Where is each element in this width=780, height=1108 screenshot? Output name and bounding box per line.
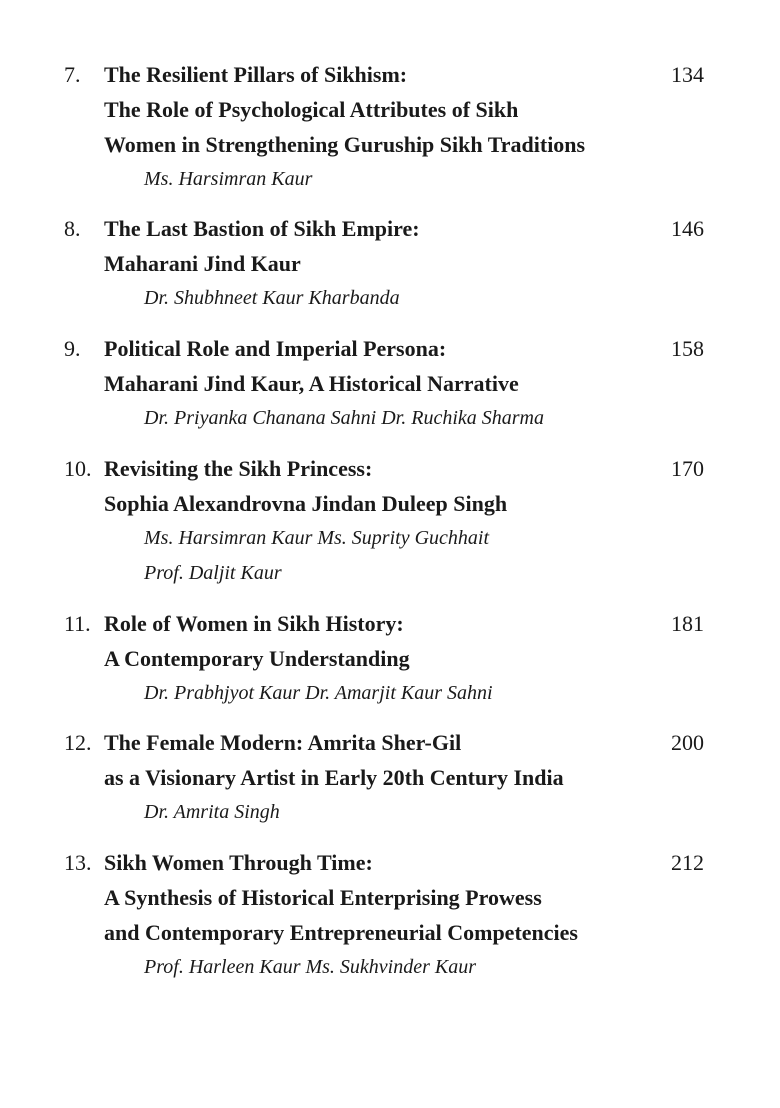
- entry-number: 10.: [64, 456, 92, 481]
- toc-entry: [64, 606, 704, 711]
- toc-entry: [64, 845, 704, 985]
- entry-number: 8.: [64, 216, 81, 241]
- entry-author: Dr. Priyanka Chanana Sahni Dr. Ruchika Sharma: [144, 407, 544, 429]
- toc-entry: [64, 725, 704, 830]
- entry-author: Prof. Harleen Kaur Ms. Sukhvinder Kaur: [144, 956, 477, 978]
- entry-title-line: A Contemporary Understanding: [104, 646, 410, 671]
- entry-title-line: Sikh Women Through Time:: [104, 850, 373, 875]
- entry-title-line: and Contemporary Entrepreneurial Competencies: [104, 920, 578, 945]
- toc-entry: [64, 57, 704, 197]
- entry-title-line: as a Visionary Artist in Early 20th Century India: [104, 765, 564, 790]
- entry-title-line: Women in Strengthening Guruship Sikh Traditions: [104, 132, 586, 157]
- entry-title-line: Maharani Jind Kaur, A Historical Narrative: [104, 371, 519, 396]
- entry-page-number: 170: [671, 456, 704, 481]
- entry-number: 7.: [64, 62, 81, 87]
- entry-title-line: The Role of Psychological Attributes of Sikh: [104, 97, 519, 122]
- entry-page-number: 134: [671, 62, 704, 87]
- entry-page-number: 181: [671, 611, 704, 636]
- entry-title-line: A Synthesis of Historical Enterprising Prowess: [104, 885, 542, 910]
- entry-author: Dr. Amrita Singh: [144, 801, 280, 823]
- entry-page-number: 200: [671, 730, 704, 755]
- entry-author: Dr. Prabhjyot Kaur Dr. Amarjit Kaur Sahni: [144, 682, 493, 704]
- entry-title-line: Political Role and Imperial Persona:: [104, 336, 447, 361]
- entry-title-line: The Resilient Pillars of Sikhism:: [104, 62, 408, 87]
- toc-entry: [64, 451, 704, 591]
- toc-entry-first-line: [64, 606, 704, 641]
- entry-number: 9.: [64, 336, 81, 361]
- entry-author: Ms. Harsimran Kaur: [144, 168, 313, 190]
- entry-number: 11.: [64, 611, 91, 636]
- entry-title-line: Sophia Alexandrovna Jindan Duleep Singh: [104, 491, 508, 516]
- toc-entry-first-line: [64, 451, 704, 486]
- entry-title-line: The Female Modern: Amrita Sher-Gil: [104, 730, 462, 755]
- entry-page-number: 158: [671, 336, 704, 361]
- entry-author: Ms. Harsimran Kaur Ms. Suprity Guchhait: [144, 527, 490, 549]
- toc-entry: [64, 211, 704, 316]
- entry-title-line: Maharani Jind Kaur: [104, 251, 301, 276]
- entry-title-line: Role of Women in Sikh History:: [104, 611, 404, 636]
- toc-entry: [64, 331, 704, 436]
- entry-author: Dr. Shubhneet Kaur Kharbanda: [144, 287, 400, 309]
- entry-title-line: Revisiting the Sikh Princess:: [104, 456, 373, 481]
- toc-entry-first-line: [64, 211, 704, 246]
- entry-author: Prof. Daljit Kaur: [144, 562, 282, 584]
- toc-entry-first-line: [64, 331, 704, 366]
- toc-entry-first-line: [64, 57, 704, 92]
- entry-number: 13.: [64, 850, 92, 875]
- entry-page-number: 146: [671, 216, 704, 241]
- entry-number: 12.: [64, 730, 92, 755]
- entry-page-number: 212: [671, 850, 704, 875]
- entry-title-line: The Last Bastion of Sikh Empire:: [104, 216, 420, 241]
- toc-entry-first-line: [64, 725, 704, 760]
- toc-entry-first-line: [64, 845, 704, 880]
